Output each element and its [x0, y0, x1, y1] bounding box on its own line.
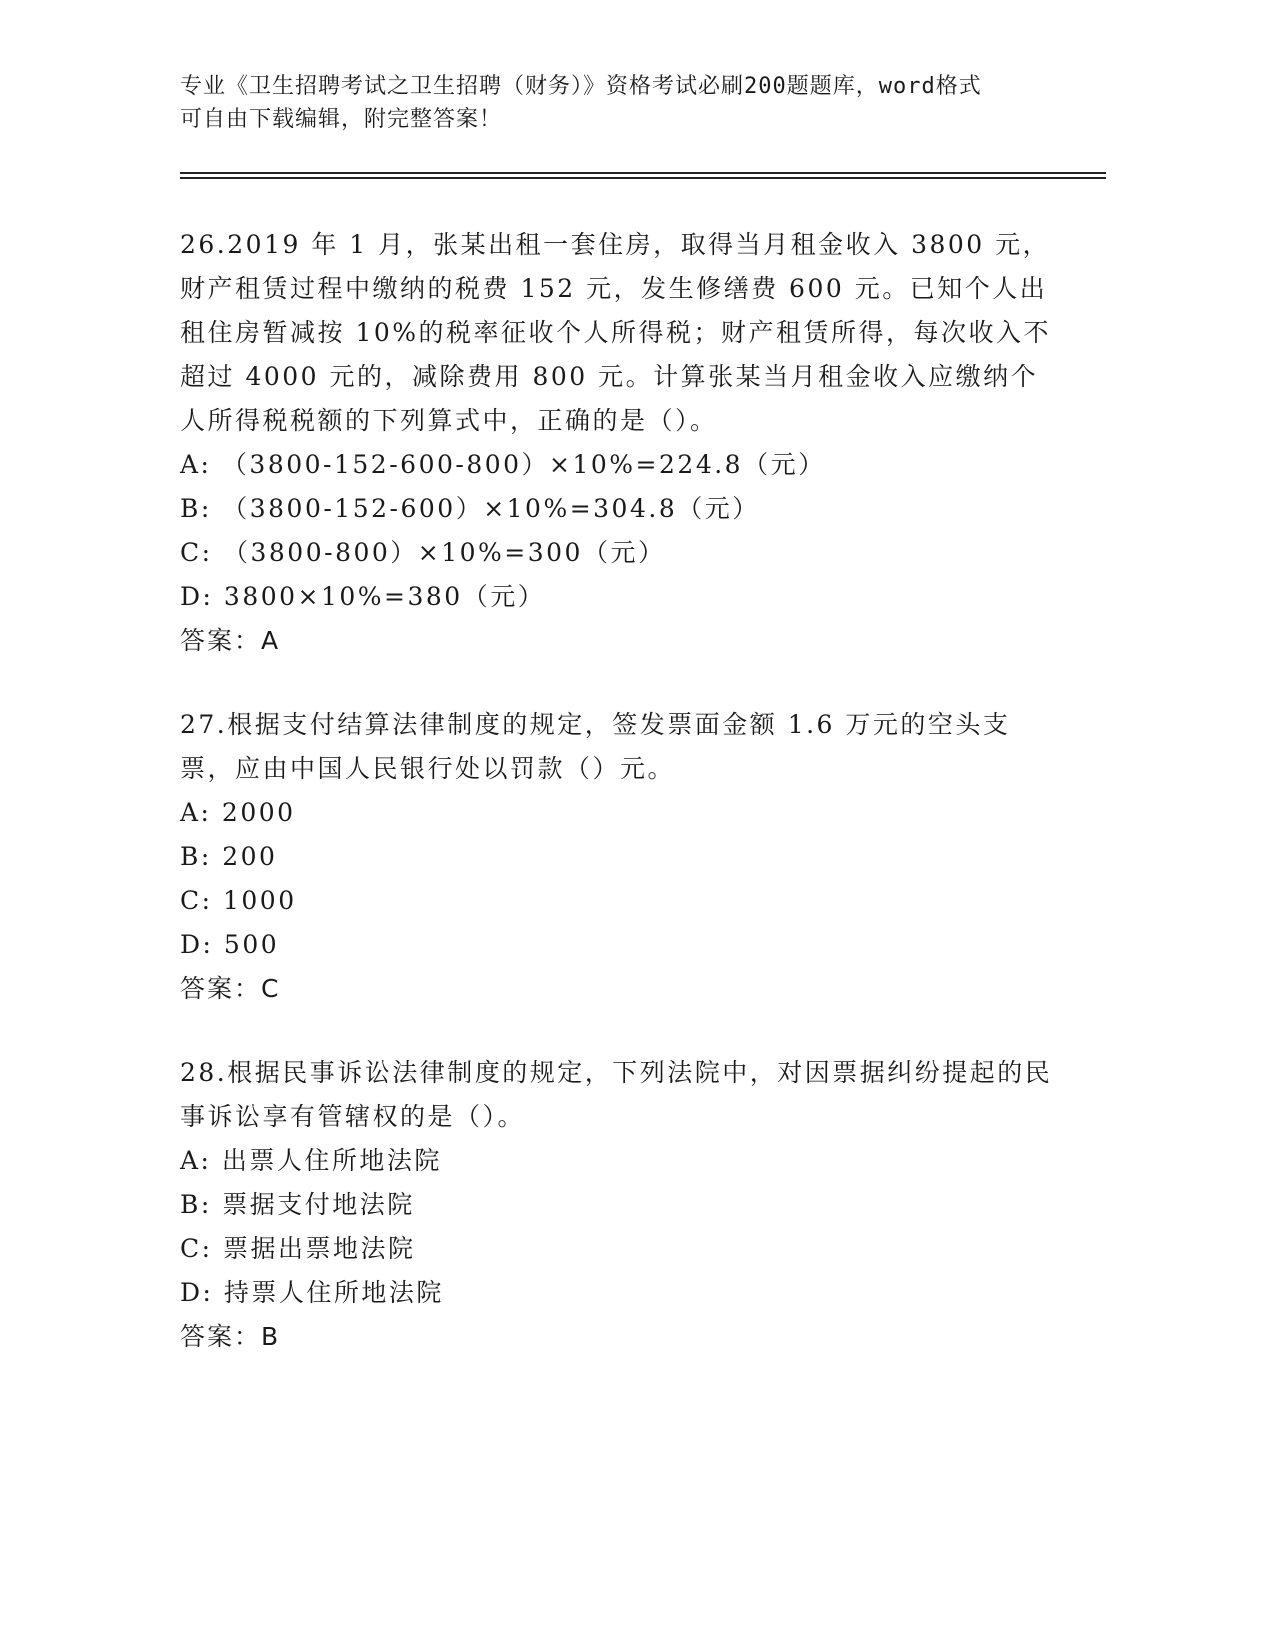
option-c: C: 1000: [180, 886, 297, 915]
option-c: C: （3800-800）×10%=300（元）: [180, 538, 666, 567]
header-line-1: 专业《卫生招聘考试之卫生招聘（财务）》资格考试必刷200题题库，word格式: [180, 74, 982, 99]
document-header: [180, 70, 1060, 136]
header-divider-bottom: [180, 177, 1106, 179]
header-line-2: 可自由下载编辑，附完整答案！: [180, 107, 503, 132]
answer-label: 答案：A: [180, 626, 281, 655]
option-d: D: 500: [180, 930, 280, 959]
option-d: D: 持票人住所地法院: [180, 1278, 444, 1307]
option-a: A: 出票人住所地法院: [180, 1146, 442, 1175]
answer-label: 答案：C: [180, 974, 281, 1003]
question-stem: 28.根据民事诉讼法律制度的规定，下列法院中，对因票据纠纷提起的民事诉讼享有管辖权的是（）。: [180, 1058, 1053, 1131]
option-d: D: 3800×10%=380（元）: [180, 582, 546, 611]
question-26: [180, 223, 1060, 663]
question-28: [180, 1051, 1060, 1359]
answer-label: 答案：B: [180, 1322, 281, 1351]
option-a: A: 2000: [180, 798, 296, 827]
header-divider-top: [180, 172, 1106, 174]
option-b: B: （3800-152-600）×10%=304.8（元）: [180, 494, 760, 523]
option-c: C: 票据出票地法院: [180, 1234, 416, 1263]
option-b: B: 票据支付地法院: [180, 1190, 415, 1219]
question-27: [180, 703, 1060, 1011]
option-b: B: 200: [180, 842, 278, 871]
question-stem: 27.根据支付结算法律制度的规定，签发票面金额 1.6 万元的空头支票，应由中国人民银行处以罚款（）元。: [180, 710, 1011, 783]
question-stem: 26.2019 年 1 月，张某出租一套住房，取得当月租金收入 3800 元，财产租赁过程中缴纳的税费 152 元，发生修缮费 600 元。已知个人出租住房暂减按 10%的税率征收个人所得税；财产租赁所得，每次收入不超过 4000 元的，减除费用 800 元。计算张某当月租金收入应缴纳个人所得税税额的下列算式中，正确的是（）。: [180, 230, 1052, 435]
option-a: A: （3800-152-600-800）×10%=224.8（元）: [180, 450, 826, 479]
